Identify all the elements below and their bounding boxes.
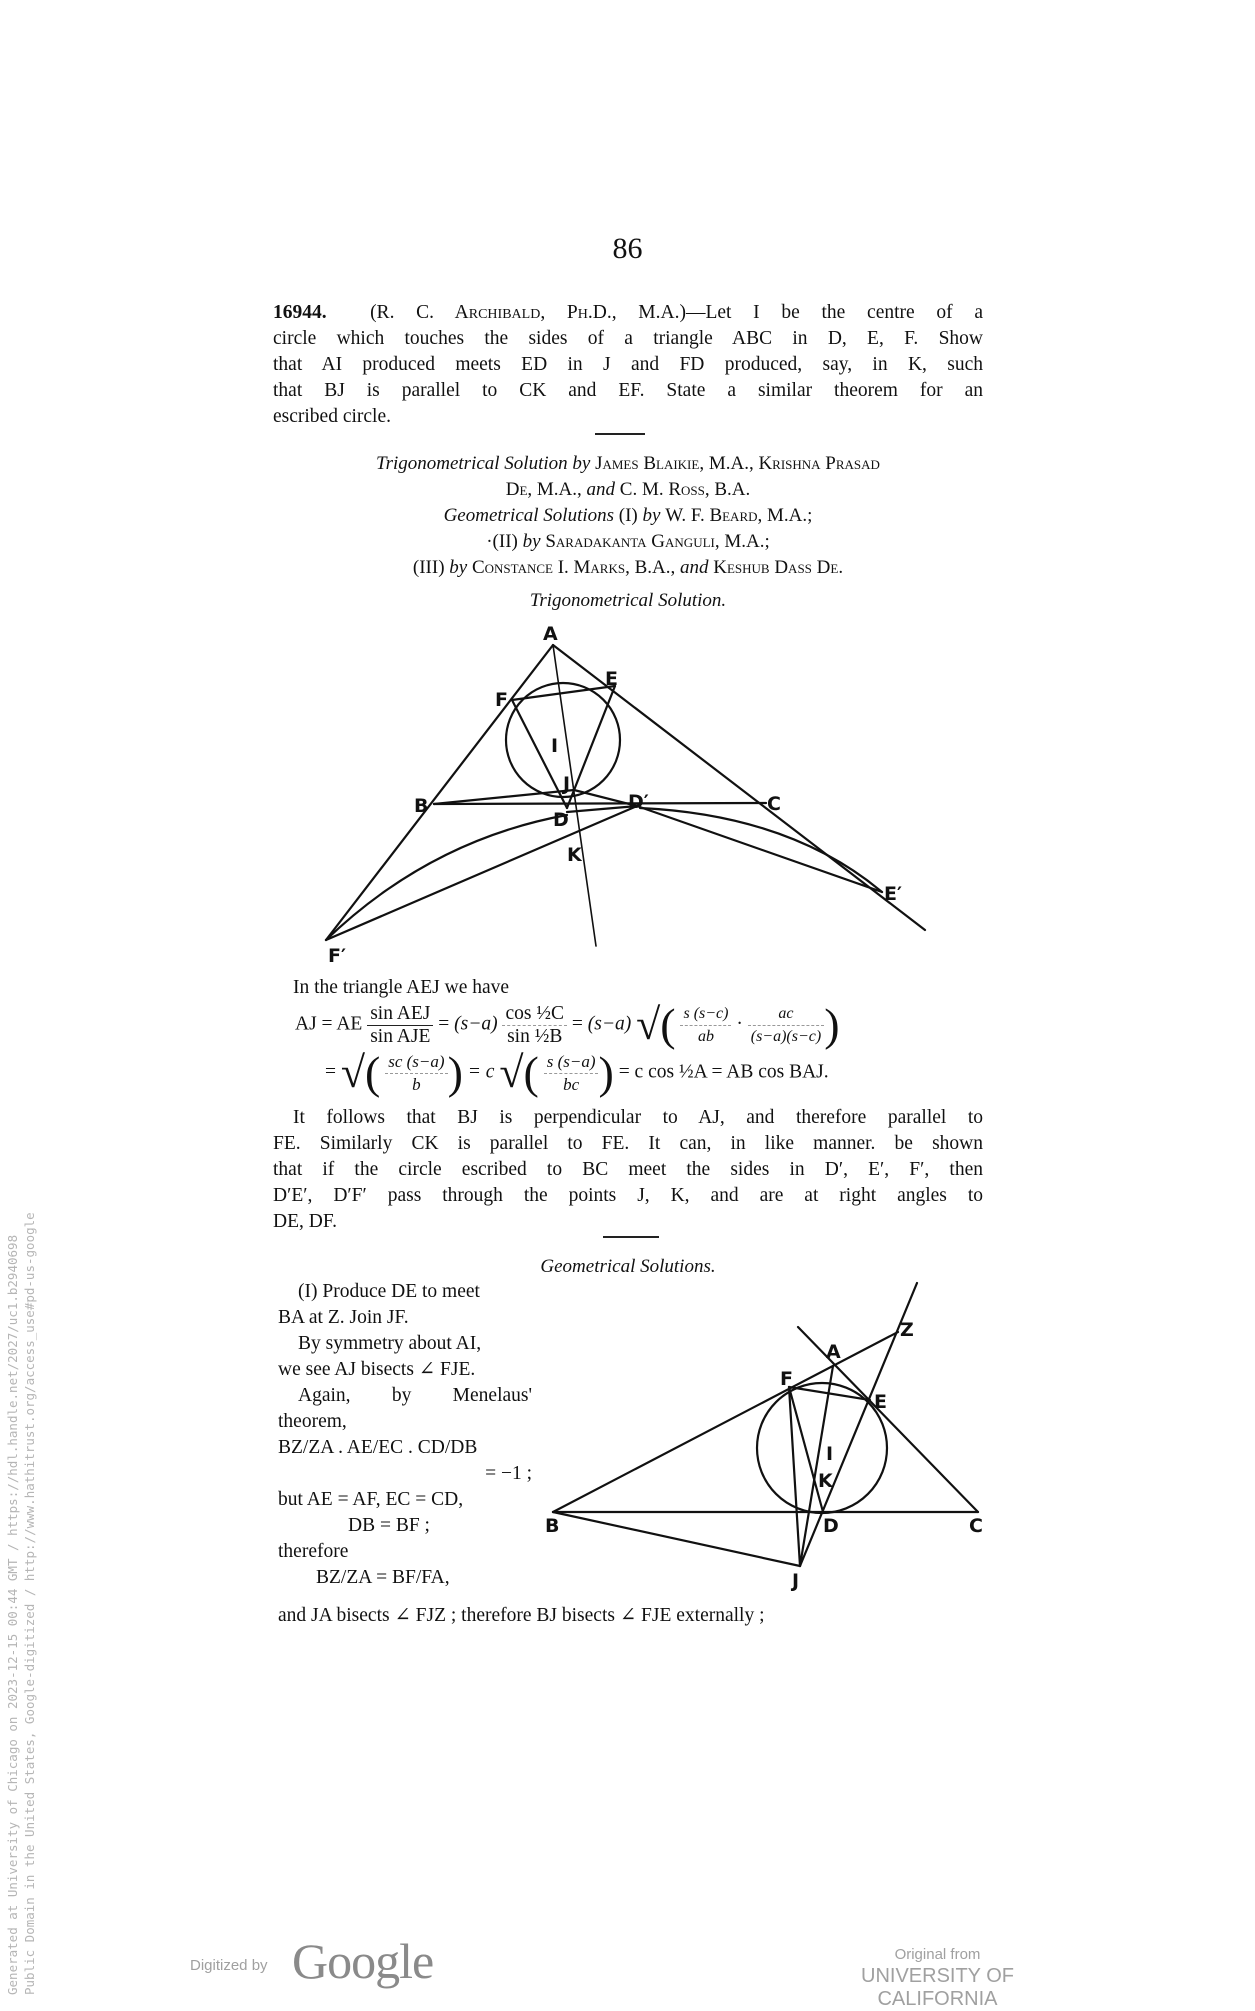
credits-line	[273, 477, 983, 503]
point-label: Z	[900, 1319, 914, 1341]
trig-intro	[273, 975, 983, 1001]
google-logo: Google	[292, 1933, 434, 1989]
point-label: E′	[884, 883, 902, 905]
problem-line: escribed circle.	[273, 406, 392, 427]
credits-roman: ·(II)	[486, 531, 518, 552]
sqrt-sign: √	[499, 1048, 524, 1097]
fraction-denominator: ab	[697, 1027, 714, 1045]
sqrt-sign: √	[636, 1000, 661, 1049]
line-AJ	[800, 1366, 833, 1566]
line-BC	[434, 803, 766, 804]
text-line: DB = BF ;	[348, 1515, 430, 1536]
text-line: FE. Similarly CK is parallel to FE. It can, in like manner. be shown	[273, 1133, 983, 1154]
sqrt-sign: √	[340, 1048, 366, 1097]
point-label: K	[567, 844, 582, 866]
text-line: that if the circle escribed to BC meet the sides in D′, E′, F′, then	[273, 1159, 983, 1180]
geom-last-line: and JA bisects ∠ FJZ ; therefore BJ bisects ∠ FJE externally ;	[278, 1605, 765, 1626]
line-FD	[789, 1387, 823, 1512]
formula-term: = c cos ½A = AB cos BAJ.	[618, 1061, 829, 1083]
text-line: By symmetry about AI,	[298, 1333, 482, 1354]
text-line: Again, by Menelaus'	[298, 1385, 532, 1406]
credits	[273, 451, 983, 581]
text-line: we see AJ bisects ∠ FJE.	[278, 1359, 476, 1380]
credits-roman: (I)	[618, 505, 638, 526]
point-label: I	[826, 1443, 834, 1465]
fraction-denominator: bc	[563, 1074, 580, 1094]
point-label: F	[495, 689, 508, 711]
formula-term: ·	[736, 1013, 743, 1035]
diagram2-labels	[545, 1319, 983, 1592]
credits-by: by	[642, 505, 661, 526]
point-label: C	[969, 1515, 983, 1537]
line-FD	[512, 700, 567, 808]
text-line: theorem,	[278, 1411, 347, 1432]
page-number: 86	[612, 232, 643, 265]
paren: )	[598, 1047, 614, 1098]
paren: )	[824, 999, 840, 1050]
original-from-label: Original from	[894, 1946, 981, 1963]
hathitrust-watermark	[4, 1212, 38, 1995]
line-ED	[567, 686, 615, 808]
solver-names: C. M. Ross, B.A.	[619, 479, 751, 500]
solver-names: Constance I. Marks, B.A.,	[471, 557, 676, 578]
diagram1-labels	[328, 623, 902, 967]
solver-names: W. F. Beard, M.A.;	[665, 505, 813, 526]
fraction-denominator: (s−a)(s−c)	[750, 1027, 822, 1045]
line-AI-produced	[553, 645, 596, 946]
problem-author: (R. C. Archibald, Ph.D., M.A.)	[370, 302, 686, 323]
paren: (	[660, 999, 676, 1050]
text-line: DE, DF.	[273, 1211, 337, 1232]
formula-line-1	[295, 999, 840, 1050]
point-label: E	[874, 1391, 887, 1413]
point-label: I	[551, 735, 559, 757]
watermark-line: Generated at University of Chicago on 2023-12-15 00:44 GMT / https://hdl.handle.net/2027/uc1.b2940698	[5, 1234, 20, 1995]
diagram2-lines	[553, 1283, 978, 1566]
point-label: B	[545, 1515, 560, 1537]
fraction-denominator: sin ½B	[507, 1025, 563, 1047]
credits-roman: (III)	[412, 557, 445, 578]
paren: )	[447, 1047, 463, 1098]
text-line: but AE = AF, EC = CD,	[278, 1489, 464, 1510]
formula-term: =	[571, 1013, 583, 1035]
watermark-line: Public Domain in the United States, Google-digitized / http://www.hathitrust.org/access_use#pd-us-google	[22, 1212, 37, 1995]
formula-term: (s−a)	[454, 1013, 498, 1035]
point-label: D	[553, 809, 569, 831]
line-FJ	[789, 1387, 800, 1566]
fraction	[544, 1051, 599, 1096]
escribed-arc-left	[326, 815, 567, 940]
problem-statement	[273, 300, 983, 430]
problem-line: that AI produced meets ED in J and FD produced, say, in K, such	[273, 354, 983, 375]
text-line: BZ/ZA . AE/EC . CD/DB	[278, 1437, 478, 1458]
problem-line	[273, 300, 983, 326]
problem-line: circle which touches the sides of a triangle ABC in D, E, F. Show	[273, 328, 983, 349]
text-line: (I) Produce DE to meet	[298, 1281, 480, 1302]
credits-line	[273, 529, 983, 555]
point-label: D′	[628, 791, 649, 813]
point-label: K	[818, 1470, 833, 1492]
fraction-denominator: sin AJE	[370, 1025, 431, 1047]
credits-by: by	[449, 557, 468, 578]
formula-line-2	[325, 1047, 829, 1098]
text-line: = −1 ;	[485, 1463, 532, 1484]
line-FE	[512, 686, 615, 700]
point-label: J	[792, 1570, 800, 1592]
section-title-trig: Trigonometrical Solution.	[529, 590, 727, 611]
fraction	[680, 1003, 731, 1048]
fraction	[367, 1003, 433, 1048]
credits-label: Trigonometrical Solution by	[376, 453, 591, 474]
incircle	[757, 1383, 887, 1513]
fraction-numerator: s (s−c)	[680, 1003, 731, 1026]
point-label: D	[823, 1515, 839, 1537]
formula-term: (s−a)	[587, 1013, 632, 1035]
line-FE	[789, 1387, 870, 1400]
line-AC-produced	[798, 1327, 978, 1512]
text-line: D′E′, D′F′ pass through the points J, K, and are at right angles to	[273, 1185, 983, 1206]
text-line: BA at Z. Join JF.	[278, 1307, 409, 1328]
point-label: J	[563, 773, 571, 795]
separator-rule	[595, 433, 645, 435]
solver-names: Saradakanta Ganguli, M.A.;	[545, 531, 770, 552]
point-label: C	[767, 793, 781, 815]
text-line: therefore	[278, 1541, 349, 1562]
line-BJ	[434, 790, 574, 804]
point-label: B	[414, 795, 429, 817]
point-label: F	[780, 1368, 793, 1390]
text-line: BZ/ZA = BF/FA,	[316, 1567, 450, 1588]
point-label: A	[543, 623, 558, 645]
geom-text	[278, 1279, 532, 1591]
point-label: A	[826, 1341, 841, 1363]
credits-line	[273, 451, 983, 477]
line-DE-produced	[800, 1283, 917, 1566]
problem-text: —Let I be the centre of a	[685, 302, 984, 323]
trig-conclusion	[273, 1105, 983, 1235]
line-AC	[553, 645, 925, 930]
credits-conj: and	[586, 479, 616, 500]
problem-line: that BJ is parallel to CK and EF. State a similar theorem for an	[273, 380, 983, 401]
fraction-numerator: cos ½C	[502, 1003, 567, 1026]
solver-names: James Blaikie, M.A., Krishna Prasad	[595, 453, 880, 474]
line-BJ	[553, 1512, 800, 1566]
fraction-denominator: b	[412, 1074, 421, 1094]
text-line: It follows that BJ is perpendicular to AJ, and therefore parallel to	[293, 1107, 983, 1128]
incircle	[506, 683, 620, 797]
solver-names: De, M.A.,	[505, 479, 582, 500]
fraction	[385, 1051, 447, 1096]
credits-by: by	[522, 531, 541, 552]
line-D-Dprime	[567, 806, 637, 812]
line-BZ	[553, 1332, 898, 1512]
formula-term: AJ = AE	[295, 1013, 363, 1035]
paren: (	[523, 1047, 539, 1098]
solver-names: Keshub Dass De.	[713, 557, 844, 578]
problem-number: 16944.	[273, 302, 327, 323]
university-label: UNIVERSITY OF CALIFORNIA	[861, 1965, 1014, 2010]
diagram1-lines	[326, 645, 925, 946]
fraction	[502, 1003, 567, 1048]
formula-term: =	[438, 1013, 450, 1035]
fraction-numerator: s (s−a)	[544, 1051, 599, 1074]
section-title-geom: Geometrical Solutions.	[540, 1256, 716, 1277]
escribed-arc-right	[640, 808, 882, 892]
formula-term: = c	[467, 1061, 495, 1083]
paren: (	[365, 1047, 381, 1098]
credits-line	[273, 503, 983, 529]
line-Dprime-Eprime	[637, 806, 882, 892]
credits-line	[273, 555, 983, 581]
separator-rule	[603, 1236, 659, 1238]
fraction-numerator: sin AEJ	[367, 1003, 433, 1026]
line-AF	[326, 645, 553, 940]
digitized-by-label: Digitized by	[190, 1957, 268, 1974]
trig-intro-text: In the triangle AEJ we have	[293, 977, 510, 998]
fraction-numerator: sc (s−a)	[385, 1051, 447, 1074]
fraction	[748, 1003, 824, 1048]
fraction-numerator: ac	[748, 1003, 824, 1026]
point-label: E	[605, 668, 618, 690]
line-JD-prime	[574, 790, 637, 806]
credits-label: Geometrical Solutions	[443, 505, 615, 526]
line-Dprime-Fprime	[326, 806, 637, 940]
point-label: F′	[328, 945, 346, 967]
formula-term: =	[325, 1061, 336, 1083]
credits-conj: and	[680, 557, 709, 578]
